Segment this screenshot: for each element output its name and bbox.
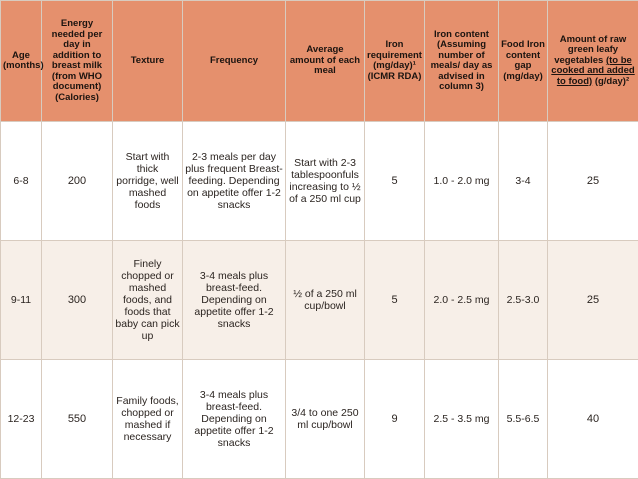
header-leafy-veg-prefix: Amount of raw green leafy vegetables — [554, 33, 627, 66]
header-energy: Energy needed per day in addition to breast milk (from WHO document) (Calories) — [42, 1, 113, 122]
header-age: Age (months) — [1, 1, 42, 122]
cell-iron-content: 1.0 - 2.0 mg — [425, 122, 499, 241]
cell-iron-requirement: 5 — [365, 241, 425, 360]
cell-average-amount: 3/4 to one 250 ml cup/bowl — [286, 360, 365, 479]
cell-leafy-veg: 25 — [548, 122, 638, 241]
cell-leafy-veg: 25 — [548, 241, 638, 360]
cell-food-iron-gap: 3-4 — [499, 122, 548, 241]
cell-average-amount: ½ of a 250 ml cup/bowl — [286, 241, 365, 360]
cell-iron-content: 2.0 - 2.5 mg — [425, 241, 499, 360]
cell-age: 9-11 — [1, 241, 42, 360]
header-iron-requirement: Iron requirement (mg/day)¹ (ICMR RDA) — [365, 1, 425, 122]
cell-age: 6-8 — [1, 122, 42, 241]
header-frequency: Frequency — [183, 1, 286, 122]
header-iron-content: Iron content (Assuming number of meals/ day as advised in column 3) — [425, 1, 499, 122]
cell-texture: Family foods, chopped or mashed if necessary — [113, 360, 183, 479]
table-row — [1, 241, 638, 360]
table-row — [1, 360, 638, 479]
cell-iron-requirement: 9 — [365, 360, 425, 479]
cell-leafy-veg: 40 — [548, 360, 638, 479]
table-row — [1, 122, 638, 241]
cell-iron-content: 2.5 - 3.5 mg — [425, 360, 499, 479]
header-leafy-veg-suffix: (g/day)² — [594, 75, 630, 87]
cell-energy: 550 — [42, 360, 113, 479]
header-leafy-veg-underlined: (to be cooked and added to food) — [551, 54, 635, 87]
header-texture: Texture — [113, 1, 183, 122]
cell-frequency: 2-3 meals per day plus frequent Breast-feeding. Depending on appetite offer 1-2 snacks — [183, 122, 286, 241]
cell-food-iron-gap: 5.5-6.5 — [499, 360, 548, 479]
cell-food-iron-gap: 2.5-3.0 — [499, 241, 548, 360]
cell-age: 12-23 — [1, 360, 42, 479]
header-leafy-veg — [548, 1, 638, 122]
cell-texture: Finely chopped or mashed foods, and foods that baby can pick up — [113, 241, 183, 360]
cell-energy: 300 — [42, 241, 113, 360]
cell-texture: Start with thick porridge, well mashed foods — [113, 122, 183, 241]
header-row — [1, 1, 638, 122]
header-average-amount: Average amount of each meal — [286, 1, 365, 122]
cell-energy: 200 — [42, 122, 113, 241]
cell-frequency: 3-4 meals plus breast-feed. Depending on appetite offer 1-2 snacks — [183, 360, 286, 479]
cell-average-amount: Start with 2-3 tablespoonfuls increasing to ½ of a 250 ml cup — [286, 122, 365, 241]
header-food-iron-gap: Food Iron content gap (mg/day) — [499, 1, 548, 122]
cell-iron-requirement: 5 — [365, 122, 425, 241]
cell-frequency: 3-4 meals plus breast-feed. Depending on appetite offer 1-2 snacks — [183, 241, 286, 360]
